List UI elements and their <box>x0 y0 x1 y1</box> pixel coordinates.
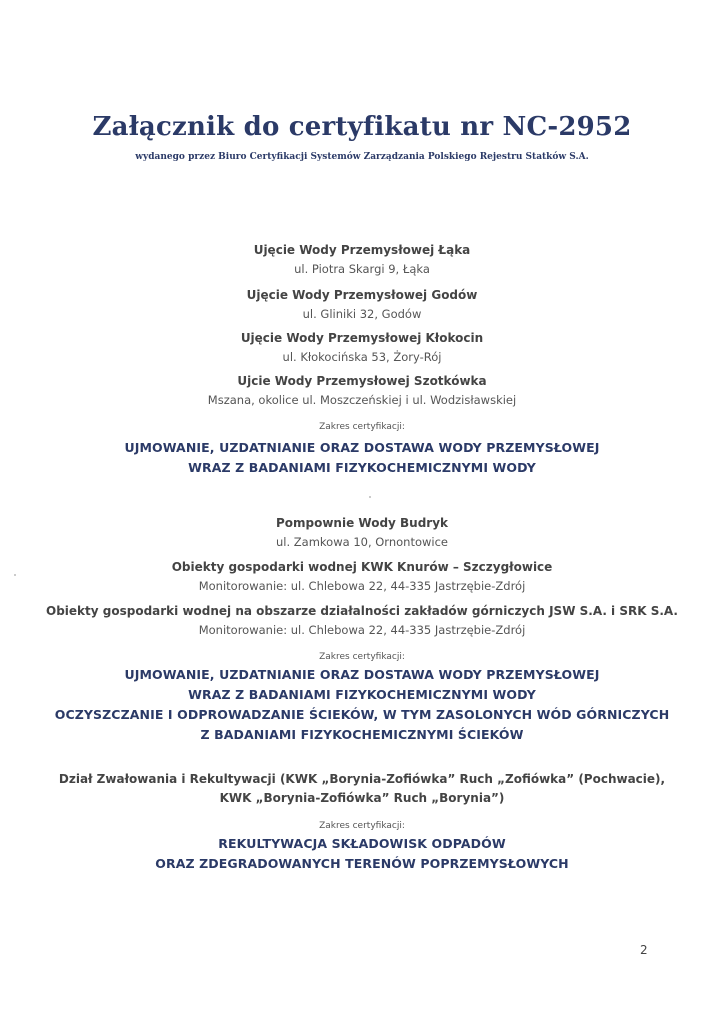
site-name: Ujcie Wody Przemysłowej Szotkówka <box>237 374 487 388</box>
scope-line: Z BADANIAMI FIZYKOCHEMICZNYMI ŚCIEKÓW <box>200 727 524 742</box>
scan-speck <box>14 574 16 576</box>
scan-speck <box>369 496 371 498</box>
scope-line: UJMOWANIE, UZDATNIANIE ORAZ DOSTAWA WODY PRZEMYSŁOWEJ <box>124 667 600 682</box>
scope-label: Zakres certyfikacji: <box>319 422 405 432</box>
scope-line: OCZYSZCZANIE I ODPROWADZANIE ŚCIEKÓW, W TYM ZASOLONYCH WÓD GÓRNICZYCH <box>54 707 670 722</box>
document-subtitle: wydanego przez Biuro Certyfikacji Systemów Zarządzania Polskiego Rejestru Statków S.A. <box>135 152 589 162</box>
scope-label: Zakres certyfikacji: <box>319 652 405 662</box>
site-name: Dział Zwałowania i Rekultywacji (KWK „Borynia-Zofiówka” Ruch „Zofiówka” (Pochwacie), <box>58 772 666 786</box>
site-address: ul. Piotra Skargi 9, Łąka <box>294 262 430 276</box>
scope-line: UJMOWANIE, UZDATNIANIE ORAZ DOSTAWA WODY PRZEMYSŁOWEJ <box>124 440 600 455</box>
site-name: KWK „Borynia-Zofiówka” Ruch „Borynia”) <box>219 791 505 805</box>
scope-label: Zakres certyfikacji: <box>319 821 405 831</box>
site-address: ul. Zamkowa 10, Ornontowice <box>276 535 448 549</box>
scope-line: ORAZ ZDEGRADOWANYCH TERENÓW POPRZEMYSŁOWYCH <box>155 856 569 871</box>
site-name: Ujęcie Wody Przemysłowej Łąka <box>253 243 471 257</box>
scope-line: REKULTYWACJA SKŁADOWISK ODPADÓW <box>218 836 506 851</box>
site-name: Ujęcie Wody Przemysłowej Godów <box>246 288 478 302</box>
site-name: Pompownie Wody Budryk <box>275 516 449 530</box>
site-address: Monitorowanie: ul. Chlebowa 22, 44-335 Jastrzębie-Zdrój <box>198 623 526 637</box>
site-address: ul. Kłokocińska 53, Żory-Rój <box>282 350 442 364</box>
site-address: ul. Gliniki 32, Godów <box>302 307 422 321</box>
scope-line: WRAZ Z BADANIAMI FIZYKOCHEMICZNYMI WODY <box>188 460 536 475</box>
site-name: Obiekty gospodarki wodnej KWK Knurów – Szczygłowice <box>171 560 553 574</box>
document-title: Załącznik do certyfikatu nr NC-2952 <box>92 112 632 142</box>
site-address: Monitorowanie: ul. Chlebowa 22, 44-335 Jastrzębie-Zdrój <box>198 579 526 593</box>
site-name: Obiekty gospodarki wodnej na obszarze działalności zakładów górniczych JSW S.A. i SRK S.A. <box>46 604 678 618</box>
site-address: Mszana, okolice ul. Moszczeńskiej i ul. Wodzisławskiej <box>207 393 517 407</box>
scope-line: WRAZ Z BADANIAMI FIZYKOCHEMICZNYMI WODY <box>188 687 536 702</box>
site-name: Ujęcie Wody Przemysłowej Kłokocin <box>240 331 484 345</box>
page-number: 2 <box>640 943 648 957</box>
